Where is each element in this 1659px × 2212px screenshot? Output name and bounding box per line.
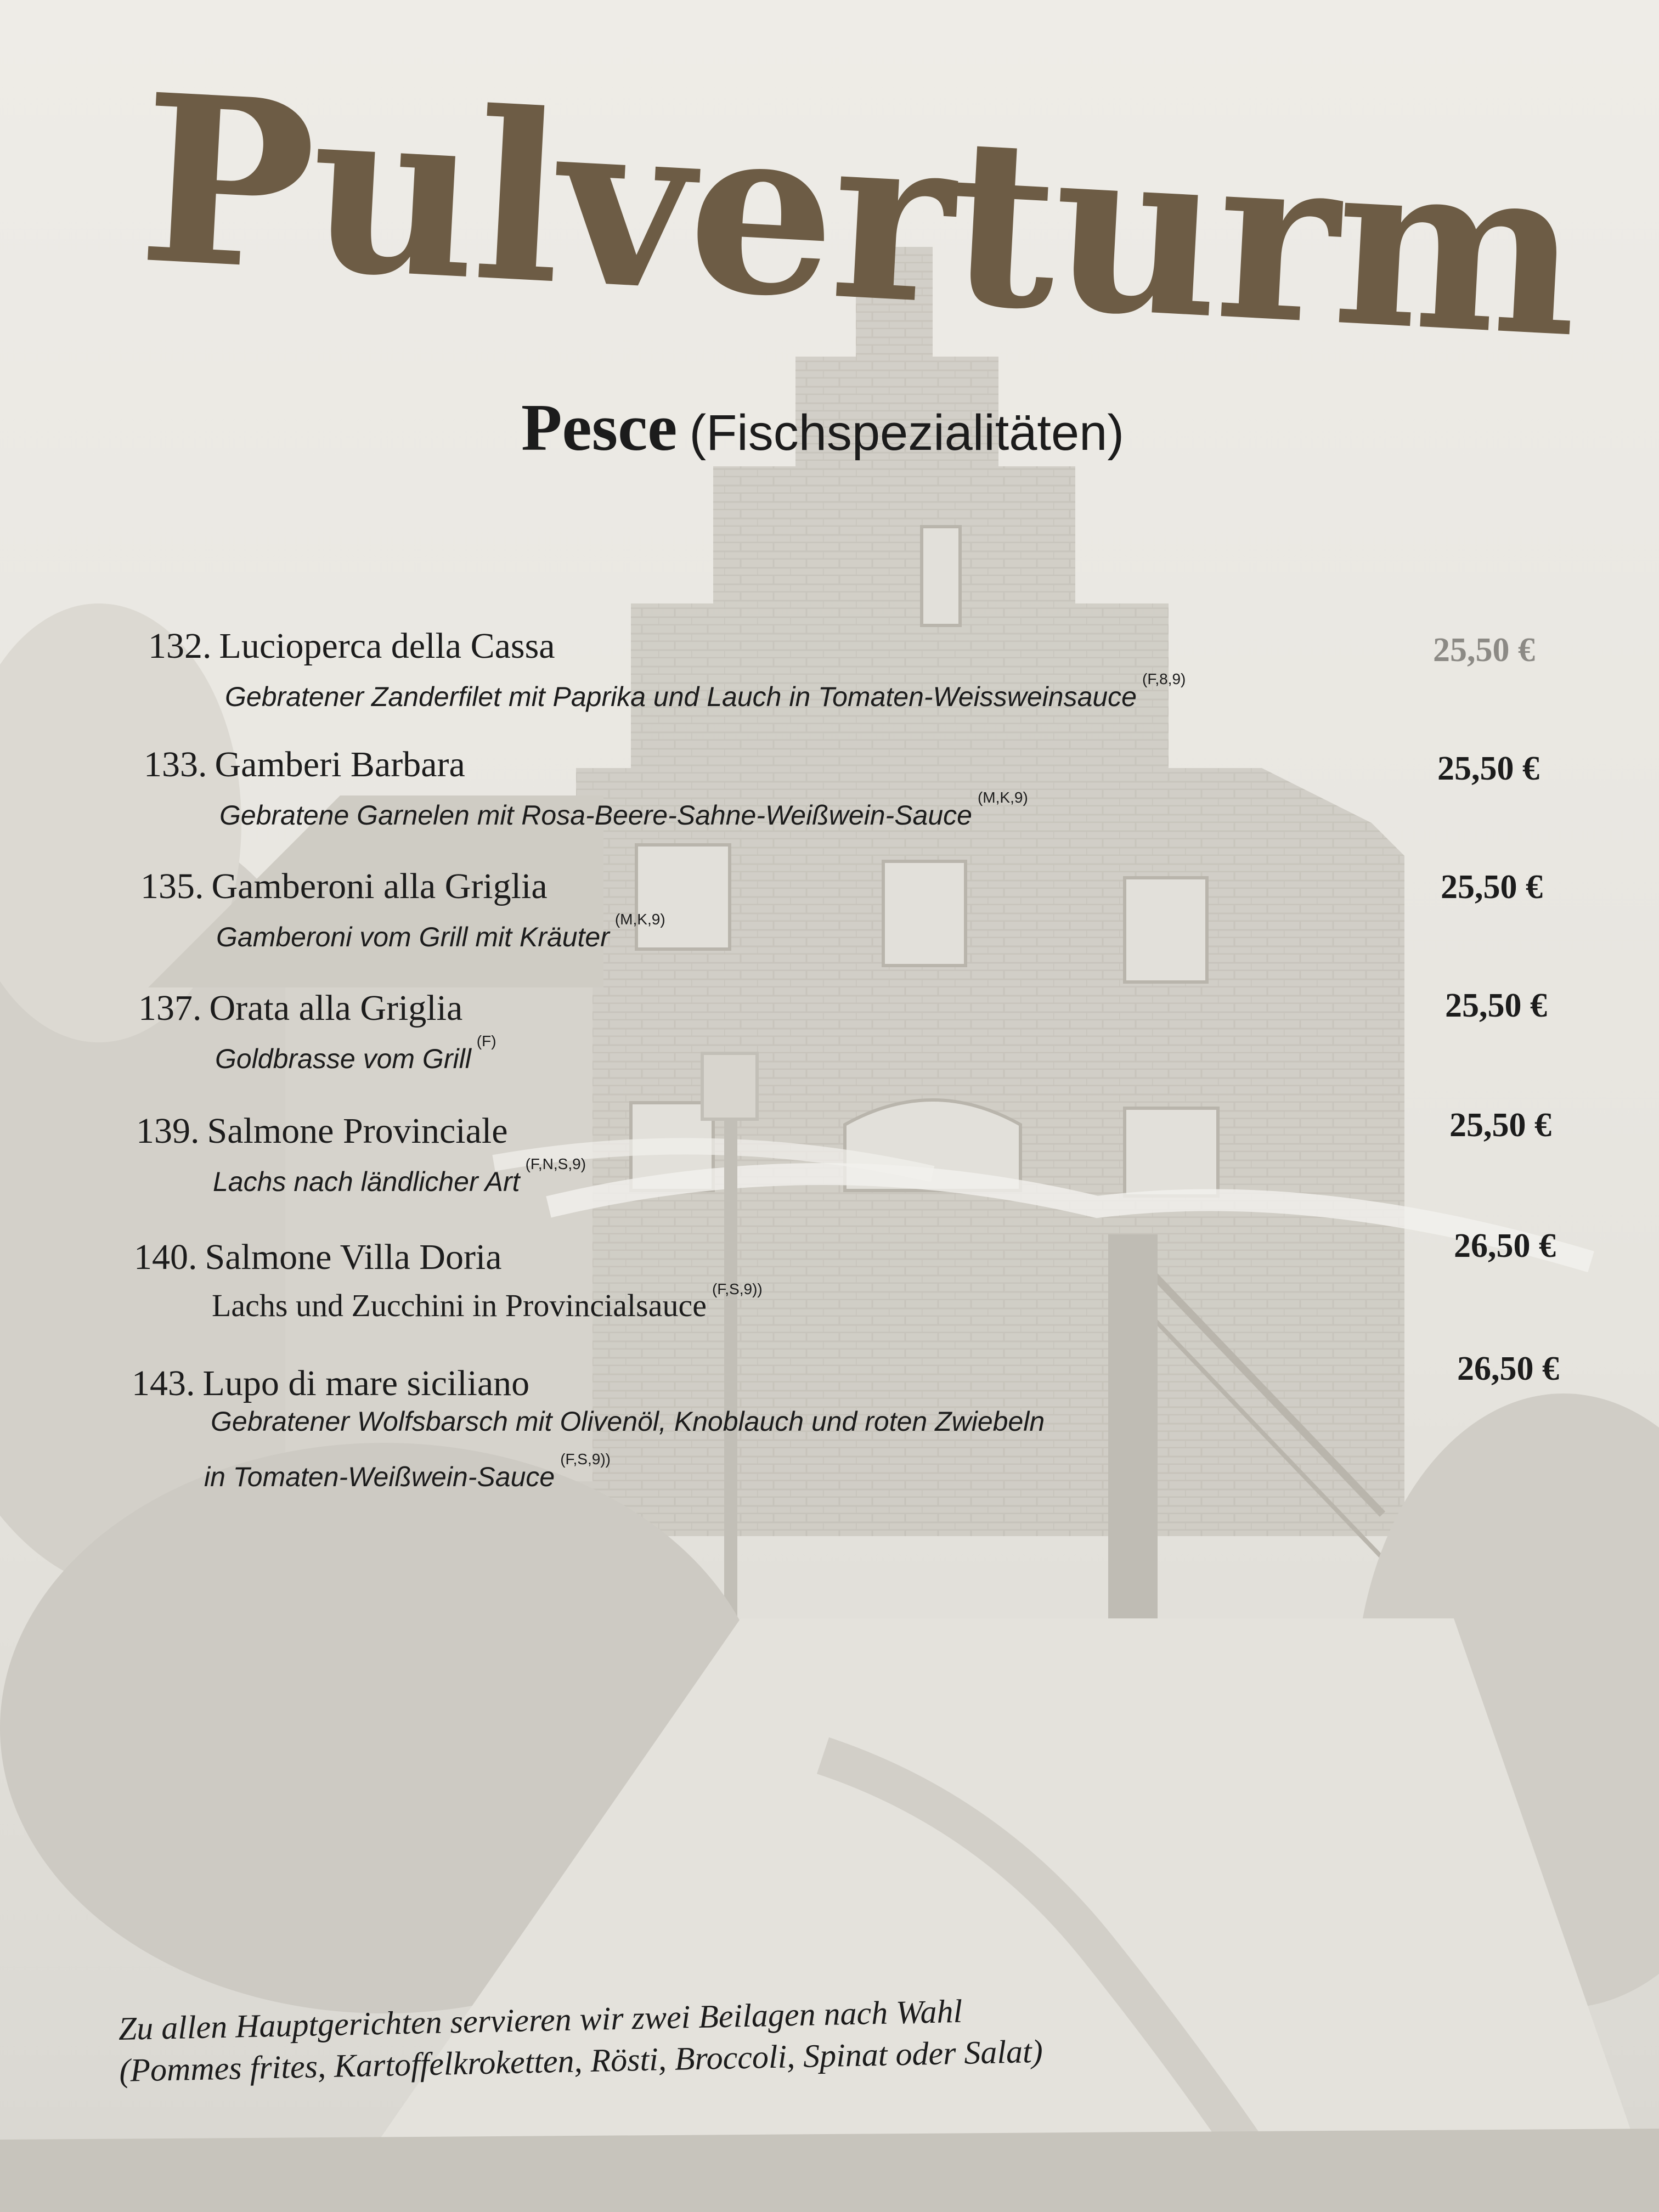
- item-number: 135.: [140, 866, 204, 906]
- item-number: 133.: [144, 744, 207, 785]
- side-dishes-note-line2: (Pommes frites, Kartoffelkroketten, Rösti, Broccoli, Spinat oder Salat): [119, 2033, 1043, 2089]
- item-allergens: (M,K,9): [977, 789, 1028, 806]
- menu-item: [134, 1237, 763, 1323]
- item-description: Lachs nach ländlicher Art$^{(F,N,S,9)}$: [213, 1155, 586, 1197]
- section-title-italian: Pesce: [521, 391, 678, 465]
- item-price: 25,50 €: [1437, 750, 1539, 787]
- item-description: Gebratener Zanderfilet mit Paprika und Lauch in Tomaten-Weissweinsauce$^{(F,8,9)}$: [225, 670, 1186, 712]
- item-number: 132.: [148, 626, 212, 666]
- item-name: Gamberoni alla Griglia: [211, 866, 548, 906]
- menu-item: [138, 988, 496, 1074]
- item-description: Lachs und Zucchini in Provincialsauce $^{(F,S,9))}$: [212, 1280, 763, 1323]
- item-name: Salmone Provinciale: [207, 1111, 508, 1151]
- menu-item: [140, 866, 665, 952]
- item-description-line2: in Tomaten-Weißwein-Sauce$^{(F,S,9))}$: [204, 1451, 611, 1492]
- item-price: 26,50 €: [1457, 1350, 1559, 1387]
- item-price: 25,50 €: [1445, 987, 1547, 1024]
- item-allergens: (F,S,9)): [560, 1451, 611, 1468]
- section-title-german: (Fischspezialitäten): [689, 405, 1124, 461]
- item-description: Gamberoni vom Grill mit Kräuter$^{(M,K,9)}$: [216, 911, 665, 952]
- menu-item: [144, 744, 1028, 831]
- item-name: Gamberi Barbara: [215, 744, 465, 785]
- item-name: Orata alla Griglia: [209, 988, 463, 1028]
- item-allergens: (M,K,9): [614, 911, 665, 928]
- menu-item: [132, 1363, 1045, 1492]
- item-description-line1: Gebratener Wolfsbarsch mit Olivenöl, Knoblauch und roten Zwiebeln: [211, 1406, 1045, 1437]
- menu-item: [148, 625, 1186, 712]
- item-description: Goldbrasse vom Grill$^{(F)}$: [215, 1032, 496, 1074]
- item-price: 25,50 €: [1441, 868, 1543, 906]
- side-dishes-note: [118, 1989, 1043, 2091]
- item-description: Gebratene Garnelen mit Rosa-Beere-Sahne-Weißwein-Sauce$^{(M,K,9)}$: [219, 789, 1028, 831]
- item-number: 139.: [136, 1111, 200, 1151]
- item-allergens: (F,8,9): [1142, 670, 1186, 687]
- section-title: [521, 390, 1124, 466]
- item-price: 26,50 €: [1454, 1227, 1556, 1265]
- item-allergens: (F): [476, 1032, 496, 1049]
- item-number: 137.: [138, 988, 202, 1028]
- item-price: 25,50 €: [1449, 1107, 1551, 1144]
- item-price: 25,50 €: [1433, 631, 1535, 669]
- item-name: Lucioperca della Cassa: [219, 626, 555, 666]
- item-number: 143.: [132, 1363, 195, 1403]
- side-dishes-note-line1: Zu allen Hauptgerichten servieren wir zwei Beilagen nach Wahl: [118, 1993, 963, 2047]
- item-number: 140.: [134, 1237, 198, 1277]
- item-name: Lupo di mare siciliano: [202, 1363, 530, 1403]
- item-name: Salmone Villa Doria: [205, 1237, 502, 1277]
- menu-item: [136, 1110, 586, 1197]
- item-allergens: (F,N,S,9): [525, 1155, 586, 1172]
- restaurant-logo: Pulverturm: [134, 44, 1583, 390]
- item-allergens: (F,S,9)): [712, 1280, 763, 1297]
